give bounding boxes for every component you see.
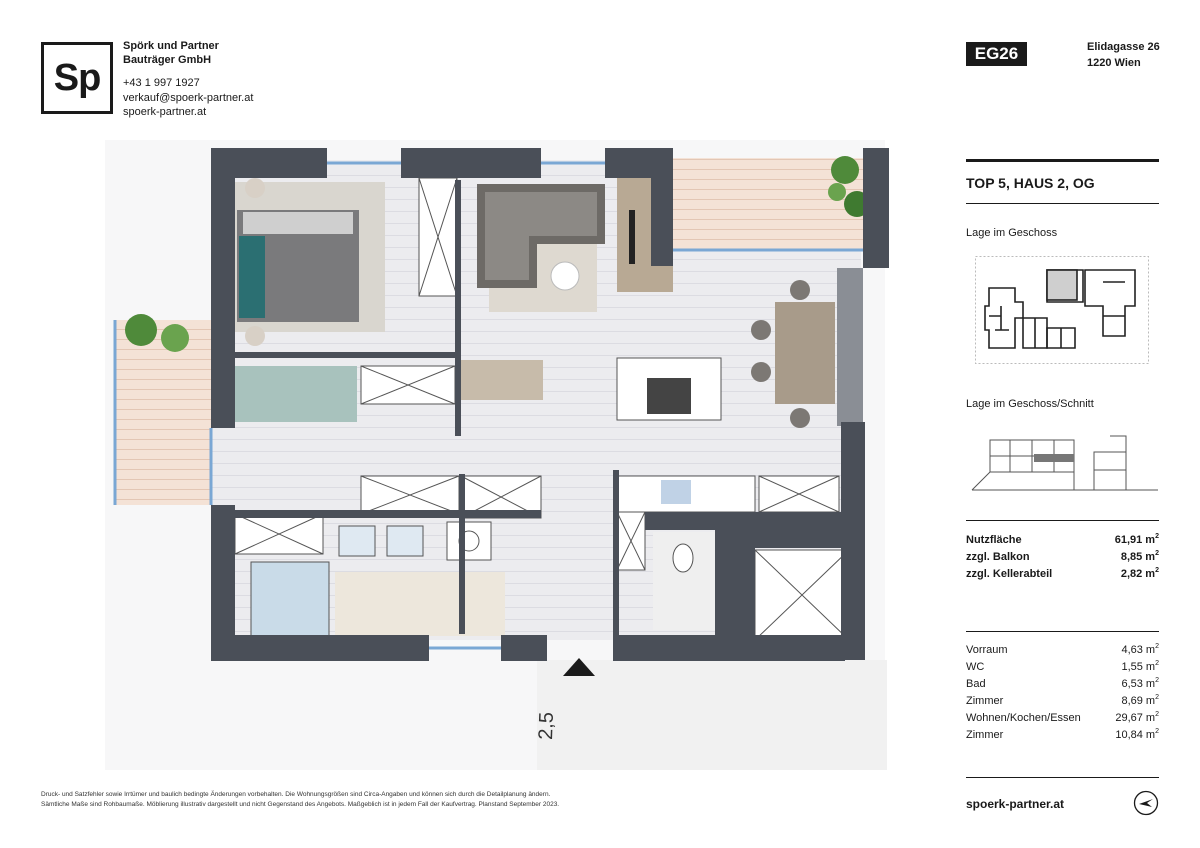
website-link[interactable]: spoerk-partner.at <box>123 106 207 118</box>
disclaimer-line: Druck- und Satzfehler sowie Irrtümer und baulich bedingte Änderungen vorbehalten. Die Wohnungsgrößen sind Circa-Angaben und können sich durch die Detailplanung ändern. <box>41 791 551 798</box>
room-label: Vorraum <box>966 644 1008 656</box>
footer-website-link[interactable]: spoerk-partner.at <box>966 797 1065 811</box>
room-area: 6,53 $m^2$ <box>1121 677 1159 690</box>
room-label: Wohnen/Kochen/Essen <box>966 712 1081 724</box>
company-name-line2: Bauträger GmbH <box>123 54 212 66</box>
room-label: WC <box>966 661 985 673</box>
room-row <box>966 712 1159 724</box>
section-location-diagram <box>970 432 1160 494</box>
address-city: 1220 Wien <box>1087 57 1141 69</box>
project-address <box>1087 39 1160 71</box>
room-row <box>966 729 1159 741</box>
room-label: Bad <box>966 678 986 690</box>
room-area: 29,67 $m^2$ <box>1115 711 1159 724</box>
single-bed <box>235 366 357 422</box>
summary-label: zzgl. Kellerabteil <box>966 568 1053 580</box>
summary-value: 8,85 $m^2$ <box>1120 550 1159 563</box>
divider <box>966 777 1159 778</box>
toilet <box>673 544 693 572</box>
title-divider <box>966 159 1159 162</box>
floor-location-map <box>975 256 1149 364</box>
coffee-table <box>551 262 579 290</box>
balcony-left <box>115 320 211 505</box>
divider <box>966 203 1159 204</box>
washbasin-2 <box>387 526 423 556</box>
room-area: 1,55 $m^2$ <box>1121 660 1159 673</box>
room-area: 4,63 $m^2$ <box>1121 643 1159 656</box>
usable-area-row <box>966 534 1159 546</box>
company-name-line1: Spörk und Partner <box>123 40 219 52</box>
room-row <box>966 678 1159 690</box>
bathtub <box>251 562 329 636</box>
phone-number: +43 1 997 1927 <box>123 77 200 89</box>
desk <box>461 360 543 400</box>
unit-title: TOP 5, HAUS 2, OG <box>966 175 1095 191</box>
entrance-landing <box>537 660 887 770</box>
dining-table <box>775 302 835 404</box>
legal-disclaimer <box>41 790 641 810</box>
room-row <box>966 661 1159 673</box>
company-name <box>123 39 219 67</box>
divider <box>966 631 1159 632</box>
summary-value: 61,91 $m^2$ <box>1114 533 1159 546</box>
address-street: Elidagasse 26 <box>1087 41 1160 53</box>
balcony-area-row <box>966 551 1159 563</box>
north-arrow-icon <box>1133 790 1159 816</box>
room-label: Zimmer <box>966 695 1004 707</box>
washing-machine <box>447 522 491 560</box>
divider <box>966 520 1159 521</box>
project-badge: EG26 <box>966 42 1027 66</box>
room-area: 10,84 $m^2$ <box>1115 728 1159 741</box>
washbasin-1 <box>339 526 375 556</box>
section-location-label: Lage im Geschoss/Schnitt <box>966 398 1094 410</box>
contact-block <box>123 76 253 120</box>
room-area: 8,69 $m^2$ <box>1121 694 1159 707</box>
floor-plan <box>105 140 895 770</box>
room-label: Zimmer <box>966 729 1004 741</box>
dimension-label: 2,5 <box>535 711 558 741</box>
company-logo <box>41 42 113 114</box>
bathroom-floor <box>335 572 505 636</box>
room-row <box>966 644 1159 656</box>
cellar-area-row <box>966 568 1159 580</box>
disclaimer-line: Sämtliche Maße sind Rohbaumaße. Möblierung illustrativ dargestellt und nicht Gegenstand des Angebots. Maßgeblich ist in jedem Fall der Kaufvertrag. Planstand September 2023. <box>41 801 560 808</box>
email-link[interactable]: verkauf@spoerk-partner.at <box>123 91 254 104</box>
summary-value: 2,82 $m^2$ <box>1120 567 1159 580</box>
room-row <box>966 695 1159 707</box>
floor-location-label: Lage im Geschoss <box>966 227 1058 239</box>
logo-text: Sp <box>53 56 101 99</box>
summary-label: Nutzfläche <box>966 534 1022 546</box>
summary-label: zzgl. Balkon <box>966 551 1030 563</box>
